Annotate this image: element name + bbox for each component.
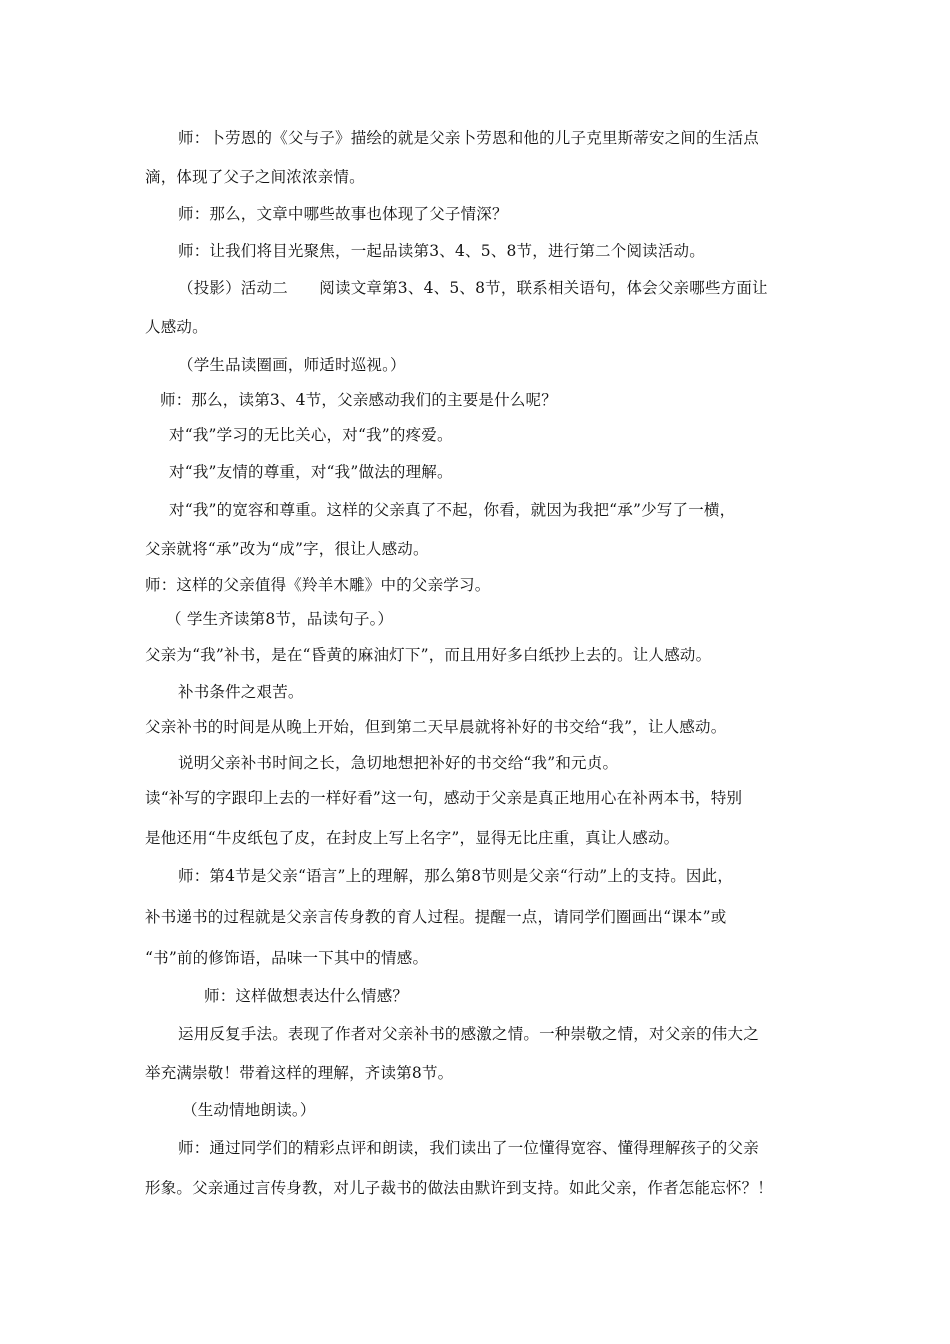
text-line: （ 学生齐读第8节，品读句子。） [166,610,394,628]
text-line: 师：这样做想表达什么情感？ [204,987,409,1005]
text-line: 师：那么，文章中哪些故事也体现了父子情深？ [178,205,508,223]
text-line: 举充满崇敬！带着这样的理解，齐读第8节。 [145,1064,454,1082]
text-line: （学生品读圈画，师适时巡视。） [178,356,406,374]
text-line: 对“我”的宽容和尊重。这样的父亲真了不起，你看，就因为我把“承”少写了一横， [169,501,736,519]
text-line: 补书递书的过程就是父亲言传身教的育人过程。提醒一点，请同学们圈画出“课本”或 [145,908,727,926]
text-line: （生动情地朗读。） [182,1101,316,1119]
text-line: 说明父亲补书时间之长，急切地想把补好的书交给“我”和元贞。 [178,754,619,772]
text-line: 师：卜劳恩的《父与子》描绘的就是父亲卜劳恩和他的儿子克里斯蒂安之间的生活点 [178,129,759,147]
text-line: 形象。父亲通过言传身教，对儿子裁书的做法由默许到支持。如此父亲，作者怎能忘怀？！ [145,1179,774,1197]
text-line: 师：第4节是父亲“语言”上的理解，那么第8节则是父亲“行动”上的支持。因此， [178,867,734,885]
text-line: 读“补写的字跟印上去的一样好看”这一句，感动于父亲是真正地用心在补两本书，特别 [145,789,743,807]
text-line: 补书条件之艰苦。 [178,683,304,701]
text-line: （投影）活动二 阅读文章第3、4、5、8节，联系相关语句，体会父亲哪些方面让 [178,279,768,297]
text-line: “书”前的修饰语，品味一下其中的情感。 [145,949,429,967]
text-line: 对“我”学习的无比关心，对“我”的疼爱。 [169,426,453,444]
text-line: 师：通过同学们的精彩点评和朗读，我们读出了一位懂得宽容、懂得理解孩子的父亲 [178,1139,759,1157]
text-line: 滴，体现了父子之间浓浓亲情。 [145,168,365,186]
text-line: 父亲就将“承”改为“成”字，很让人感动。 [145,540,429,558]
text-line: 是他还用“牛皮纸包了皮，在封皮上写上名字”，显得无比庄重，真让人感动。 [145,829,680,847]
text-line: 人感动。 [145,318,208,336]
text-line: 师：让我们将目光聚焦，一起品读第3、4、5、8节，进行第二个阅读活动。 [178,242,705,260]
text-line: 运用反复手法。表现了作者对父亲补书的感激之情。一种崇敬之情，对父亲的伟大之 [178,1025,759,1043]
text-line: 师：这样的父亲值得《羚羊木雕》中的父亲学习。 [145,576,491,594]
text-line: 父亲补书的时间是从晚上开始，但到第二天早晨就将补好的书交给“我”，让人感动。 [145,718,727,736]
text-line: 师：那么，读第3、4节，父亲感动我们的主要是什么呢？ [160,391,557,409]
text-line: 父亲为“我”补书，是在“昏黄的麻油灯下”，而且用好多白纸抄上去的。让人感动。 [145,646,712,664]
text-line: 对“我”友情的尊重，对“我”做法的理解。 [169,463,453,481]
